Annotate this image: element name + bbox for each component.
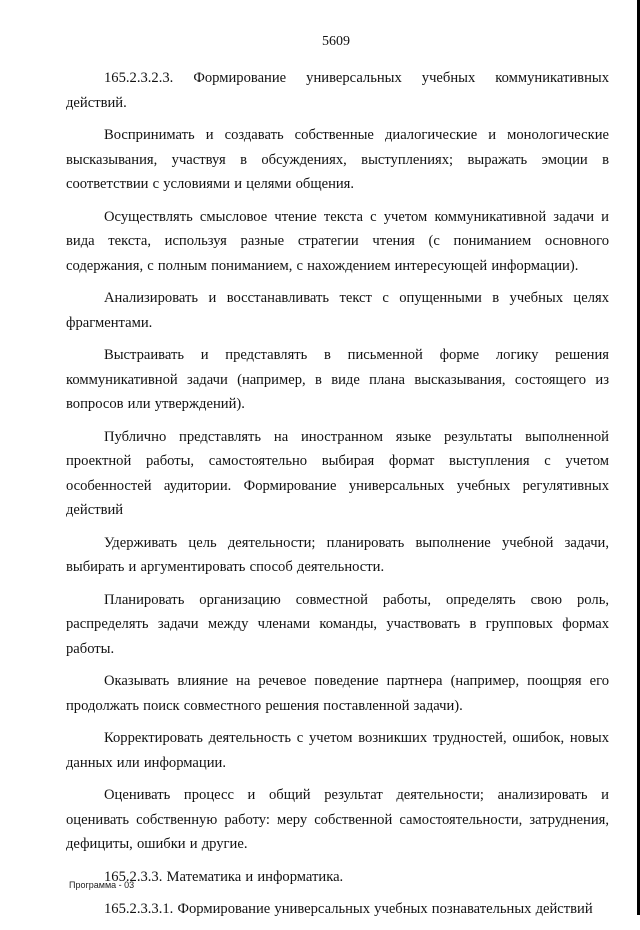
section-heading-165-2-3-3: 165.2.3.3. Математика и информатика. xyxy=(104,868,344,885)
section-heading-165-2-3-2-3: 165.2.3.2.3. Формирование универсальных учебных коммуникативных действий. xyxy=(66,70,609,111)
document-body xyxy=(66,66,609,930)
paragraph: Публично представлять на иностранном языке результаты выполненной проектной работы, самостоятельно выбирая формат выступления с учетом особенностей аудитории. Формирование универсальных учебных регулятивных действий xyxy=(66,428,609,518)
paragraph: Планировать организацию совместной работы, определять свою роль, распределять задачи между членами команды, участвовать в групповых формах работы. xyxy=(66,591,609,657)
page-number: 5609 xyxy=(322,34,350,49)
paragraph: Анализировать и восстанавливать текст с опущенными в учебных целях фрагментами. xyxy=(66,290,609,331)
paragraph: Оказывать влияние на речевое поведение партнера (например, поощряя его продолжать поиск совместного решения поставленной задачи). xyxy=(66,673,609,714)
paragraph: Корректировать деятельность с учетом возникших трудностей, ошибок, новых данных или информации. xyxy=(66,730,609,771)
paragraph: Удерживать цель деятельности; планировать выполнение учебной задачи, выбирать и аргументировать способ деятельности. xyxy=(66,534,609,575)
paragraph: Выстраивать и представлять в письменной форме логику решения коммуникативной задачи (например, в виде плана высказывания, состоящего из вопросов или утверждений). xyxy=(66,347,609,412)
footer-label: Программа - 03 xyxy=(69,880,135,890)
paragraph: Осуществлять смысловое чтение текста с учетом коммуникативной задачи и вида текста, используя разные стратегии чтения (с пониманием основного содержания, с полным пониманием, с нахождением интересующей информации). xyxy=(66,208,609,274)
section-heading-165-2-3-3-1: 165.2.3.3.1. Формирование универсальных учебных познавательных действий xyxy=(104,901,593,917)
paragraph: Воспринимать и создавать собственные диалогические и монологические высказывания, участвуя в обсуждениях, выступлениях; выражать эмоции в соответствии с условиями и целями общения. xyxy=(66,127,609,192)
paragraph: Оценивать процесс и общий результат деятельности; анализировать и оценивать собственную работу: меру собственной самостоятельности, затруднения, дефициты, ошибки и другие. xyxy=(66,787,609,852)
